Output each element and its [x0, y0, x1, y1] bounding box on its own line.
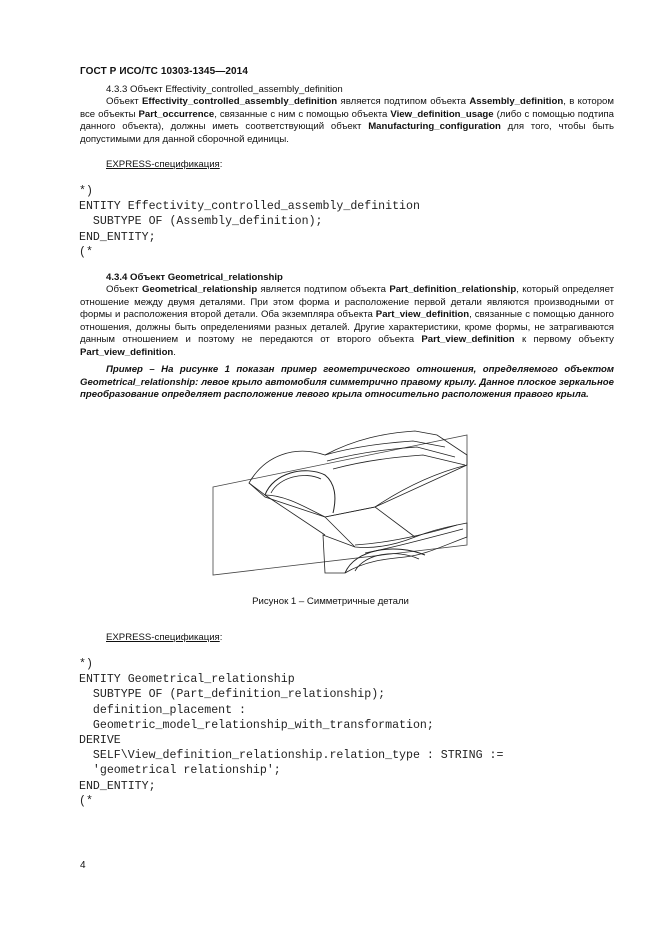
- text: является подтипом объекта: [257, 284, 390, 295]
- entity-name: Manufacturing_configuration: [368, 121, 501, 133]
- code-line: ENTITY Geometrical_relationship: [79, 673, 295, 687]
- text: Объект: [106, 96, 143, 107]
- example-note: Пример – На рисунке 1 показан пример геометрического отношения, определяемого объектом Geometrical_relationship: левое крыло автомобиля симметрично правому крылу. Данное плоское зеркальное преобразование определяет расположение левого крыла относительно расположения правого крыла.: [80, 364, 614, 401]
- section-heading-4-3-3: 4.3.3 Объект Effectivity_controlled_assembly_definition: [106, 84, 343, 95]
- entity-name: Part_occurrence: [138, 108, 215, 120]
- text: , связанные с помощью данного отношения, должны быть определениями разных деталей. Другие характеристики, кроме формы, не затрагиваются данным отношением и поэтому не передаются от второго объекта: [80, 309, 614, 346]
- text: , связанные с ним с помощью объекта: [214, 108, 391, 120]
- code-line: SUBTYPE OF (Assembly_definition);: [79, 215, 323, 229]
- entity-name: Part_view_definition: [375, 309, 470, 321]
- text: , в котором все объекты: [80, 96, 614, 120]
- code-line: END_ENTITY;: [79, 779, 156, 793]
- entity-name: Part_view_definition: [421, 334, 515, 346]
- code-line: DERIVE: [79, 734, 121, 748]
- entity-name: Part_view_definition: [80, 346, 174, 358]
- text: к первому объекту: [514, 334, 614, 346]
- colon: :: [219, 159, 223, 170]
- express-label-2: [106, 632, 222, 645]
- code-line: (*: [79, 245, 93, 259]
- figure-symmetric-parts: [205, 425, 480, 585]
- entity-name: Effectivity_controlled_assembly_definition: [142, 96, 338, 107]
- document-header: ГОСТ Р ИСО/ТС 10303-1345—2014: [80, 66, 248, 77]
- page-number: 4: [80, 860, 86, 871]
- code-line: Geometric_model_relationship_with_transformation;: [79, 718, 434, 732]
- figure-caption: Рисунок 1 – Симметричные детали: [252, 596, 409, 607]
- fender-right-outline: [323, 523, 467, 573]
- text: является подтипом объекта: [337, 96, 470, 107]
- fender-left-outline: [249, 431, 467, 517]
- code-line: SUBTYPE OF (Part_definition_relationship);: [79, 688, 386, 702]
- code-line: definition_placement :: [79, 703, 246, 717]
- entity-name: Part_definition_relationship: [389, 284, 517, 295]
- text: .: [173, 346, 176, 358]
- code-line: ENTITY Effectivity_controlled_assembly_definition: [79, 200, 420, 214]
- section-heading-4-3-4: 4.3.4 Объект Geometrical_relationship: [106, 272, 283, 283]
- code-line: SELF\View_definition_relationship.relation_type : STRING :=: [79, 749, 504, 763]
- code-block-2: [79, 657, 503, 809]
- fender-right-crease: [365, 529, 463, 553]
- fender-left-crease-2: [327, 447, 455, 461]
- guide-line: [375, 507, 415, 537]
- express-label-text: EXPRESS-спецификация: [106, 159, 220, 170]
- fender-right-crease-2: [355, 525, 457, 545]
- code-line: END_ENTITY;: [79, 230, 156, 244]
- entity-name: View_definition_usage: [390, 108, 494, 120]
- guide-line: [265, 495, 325, 535]
- fender-left-arch: [265, 471, 335, 513]
- colon: :: [219, 632, 223, 643]
- express-label-1: [106, 159, 222, 172]
- text: (либо с помощью подтипа данного объекта), должны иметь соответствующий объект: [80, 108, 614, 133]
- entity-name: Assembly_definition: [469, 96, 564, 107]
- code-line: *): [79, 185, 93, 198]
- text: Объект: [106, 284, 143, 295]
- code-block-1: [79, 184, 420, 260]
- text: для того, чтобы быть допустимыми для данной сборочной единицы.: [80, 121, 614, 145]
- code-line: 'geometrical relationship';: [79, 764, 281, 778]
- paragraph-4-3-3: [80, 96, 614, 146]
- code-line: *): [79, 658, 93, 671]
- guide-line: [325, 517, 355, 547]
- express-label-text: EXPRESS-спецификация: [106, 632, 220, 643]
- fender-right-arch: [345, 549, 425, 573]
- code-line: (*: [79, 794, 93, 808]
- fender-left-crease-3: [333, 455, 465, 469]
- paragraph-4-3-4: [80, 284, 614, 360]
- text: , который определяет отношение между двумя деталями. При этом форма и расположение первой детали являются производными от формы и расположения второй детали. Оба экземпляра объекта: [80, 284, 614, 321]
- entity-name: Geometrical_relationship: [142, 284, 258, 295]
